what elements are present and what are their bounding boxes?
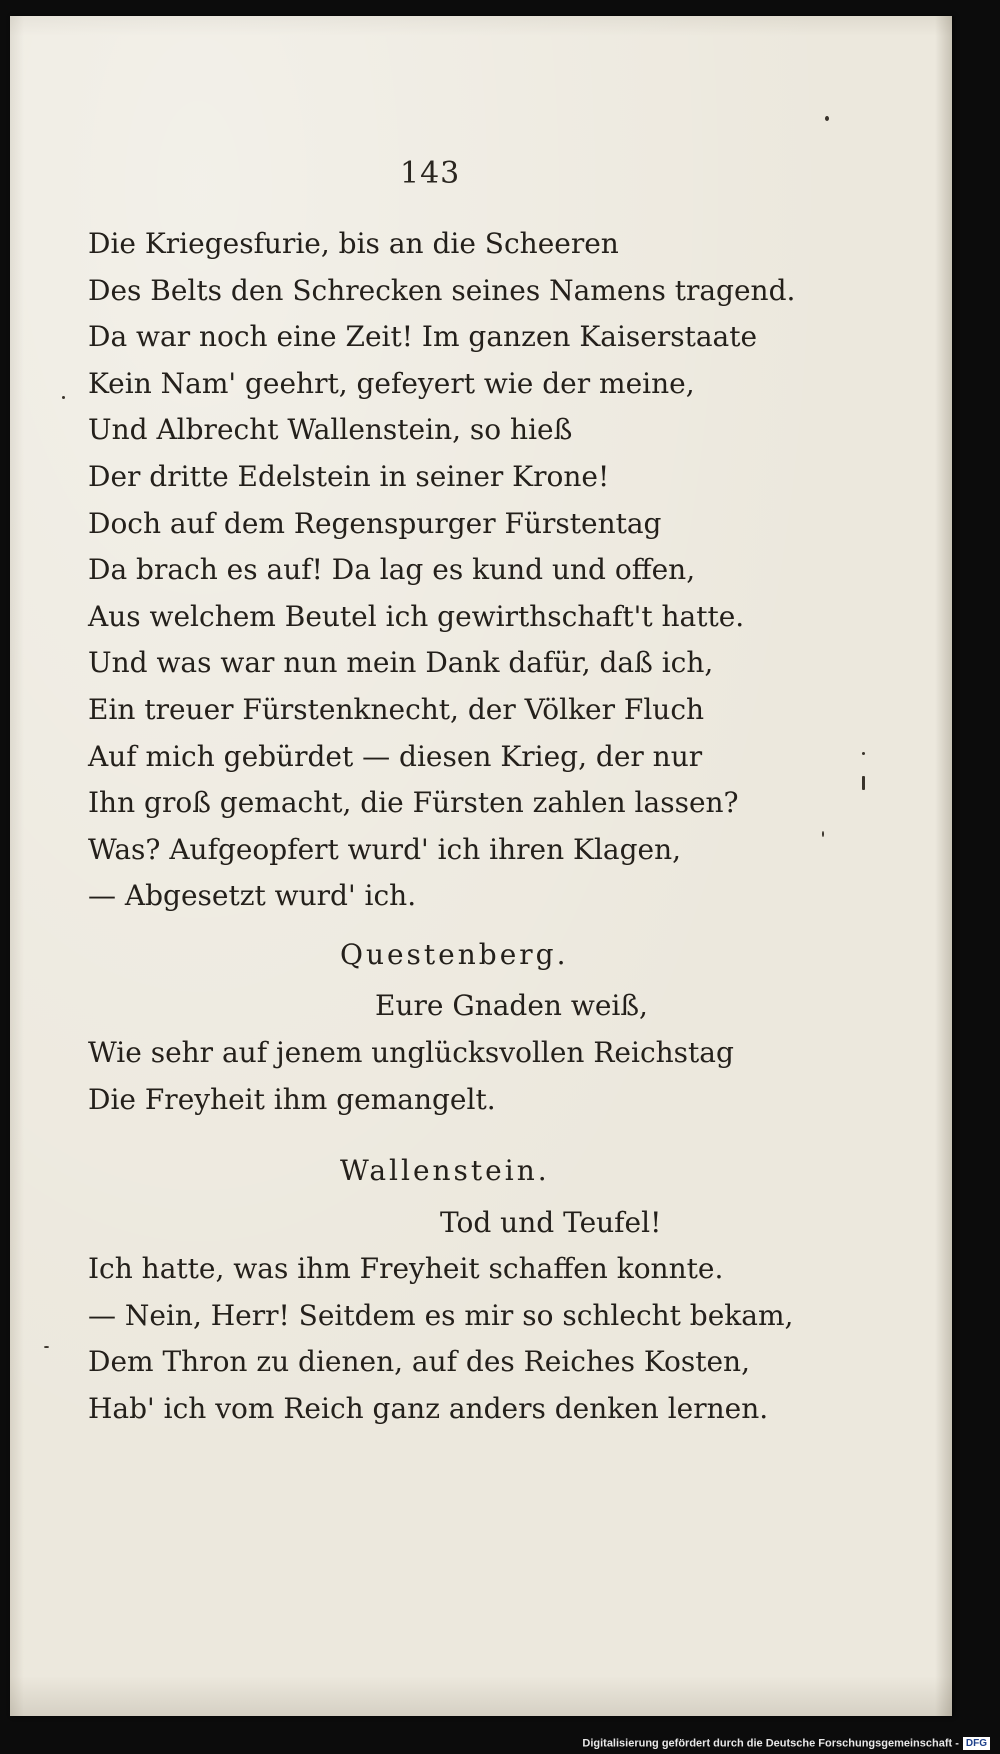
verse-line: Die Freyheit ihm gemangelt. — [88, 1082, 496, 1116]
paper-speck — [825, 116, 829, 121]
paper-speck — [62, 396, 65, 399]
verse-line: Hab' ich vom Reich ganz anders denken lernen. — [88, 1391, 769, 1425]
verse-line: Ein treuer Fürstenknecht, der Völker Fluch — [88, 692, 705, 726]
verse-line-indented: Tod und Teufel! — [440, 1206, 662, 1239]
verse-block-wallenstein — [88, 1246, 828, 1432]
verse-line: Kein Nam' geehrt, gefeyert wie der meine, — [88, 366, 695, 400]
verse-line: Wie sehr auf jenem unglücksvollen Reichstag — [88, 1036, 734, 1069]
verse-line: — Nein, Herr! Seitdem es mir so schlecht bekam, — [88, 1298, 794, 1332]
verse-block-first — [88, 221, 828, 920]
verse-line: Des Belts den Schrecken seines Namens tragend. — [88, 273, 796, 307]
paper-speck — [862, 752, 865, 755]
verse-line: Und was war nun mein Dank dafür, daß ich, — [88, 646, 714, 680]
digitization-credit — [582, 1737, 990, 1750]
verse-line: Ich hatte, was ihm Freyheit schaffen konnte. — [88, 1252, 724, 1285]
verse-line: Ihn groß gemacht, die Fürsten zahlen lassen? — [88, 786, 739, 820]
page-number: 143 — [400, 156, 461, 191]
verse-line-indented: Eure Gnaden weiß, — [375, 989, 648, 1022]
dfg-logo: DFG — [963, 1737, 990, 1750]
verse-line: Da war noch eine Zeit! Im ganzen Kaiserstaate — [88, 320, 758, 354]
verse-line: Die Kriegesfurie, bis an die Scheeren — [88, 227, 619, 260]
speaker-questenberg: Questenberg. — [340, 938, 569, 971]
verse-line: Der dritte Edelstein in seiner Krone! — [88, 459, 610, 493]
verse-block-questenberg — [88, 1030, 828, 1123]
paper-speck — [44, 1346, 49, 1348]
verse-line: Dem Thron zu dienen, auf des Reiches Kosten, — [88, 1345, 750, 1379]
verse-line: Und Albrecht Wallenstein, so hieß — [88, 413, 573, 447]
book-page — [10, 16, 952, 1716]
verse-line: — Abgesetzt wurd' ich. — [88, 879, 417, 913]
verse-line: Da brach es auf! Da lag es kund und offen, — [88, 553, 696, 587]
verse-line: Doch auf dem Regenspurger Fürstentag — [88, 506, 662, 540]
paper-speck — [862, 776, 865, 790]
verse-line: Auf mich gebürdet — diesen Krieg, der nur — [88, 739, 703, 773]
speaker-wallenstein: Wallenstein. — [340, 1154, 550, 1187]
verse-line: Aus welchem Beutel ich gewirthschaft't hatte. — [88, 599, 745, 633]
paper-speck — [822, 831, 824, 837]
credit-text: Digitalisierung gefördert durch die Deutsche Forschungsgemeinschaft - — [582, 1737, 959, 1750]
verse-line: Was? Aufgeopfert wurd' ich ihren Klagen, — [88, 832, 682, 866]
